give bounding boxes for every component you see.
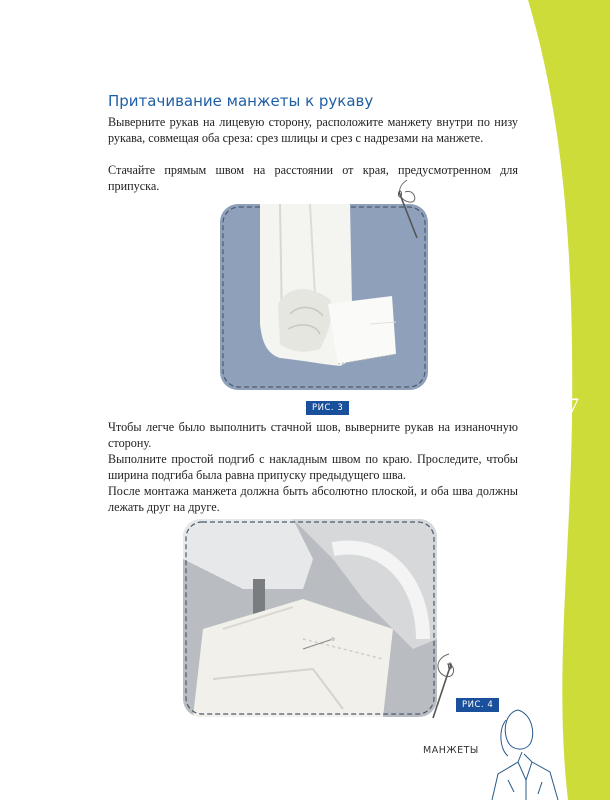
section-footer-label: МАНЖЕТЫ <box>423 745 479 756</box>
paragraph-5: После монтажа манжета должна быть абсолютно плоской, и оба шва должны лежать друг на друге. <box>108 484 518 514</box>
paragraph-4: Выполните простой подгиб с накладным швом по краю. Проследите, чтобы ширина подгиба была равна припуску предыдущего шва. <box>108 452 518 482</box>
woman-sketch-illustration <box>488 700 568 800</box>
paragraph-3: Чтобы легче было выполнить стачной шов, выверните рукав на изнаночную сторону. <box>108 420 518 450</box>
paragraph-2: Стачайте прямым швом на расстоянии от края, предусмотренном для припуска. <box>108 163 518 193</box>
section-title: Притачивание манжеты к рукаву <box>108 92 374 110</box>
figure-4-label: РИС. 4 <box>456 698 499 712</box>
figure-3-label: РИС. 3 <box>306 401 349 415</box>
needle-thread-icon <box>385 178 425 242</box>
paragraph-1: Выверните рукав на лицевую сторону, расположите манжету внутри по низу рукава, совмещая оба среза: срез шлицы и срез с надрезами на манжете. <box>108 115 518 145</box>
page-number: 87 <box>557 393 579 418</box>
figure-4-photo <box>183 519 437 717</box>
